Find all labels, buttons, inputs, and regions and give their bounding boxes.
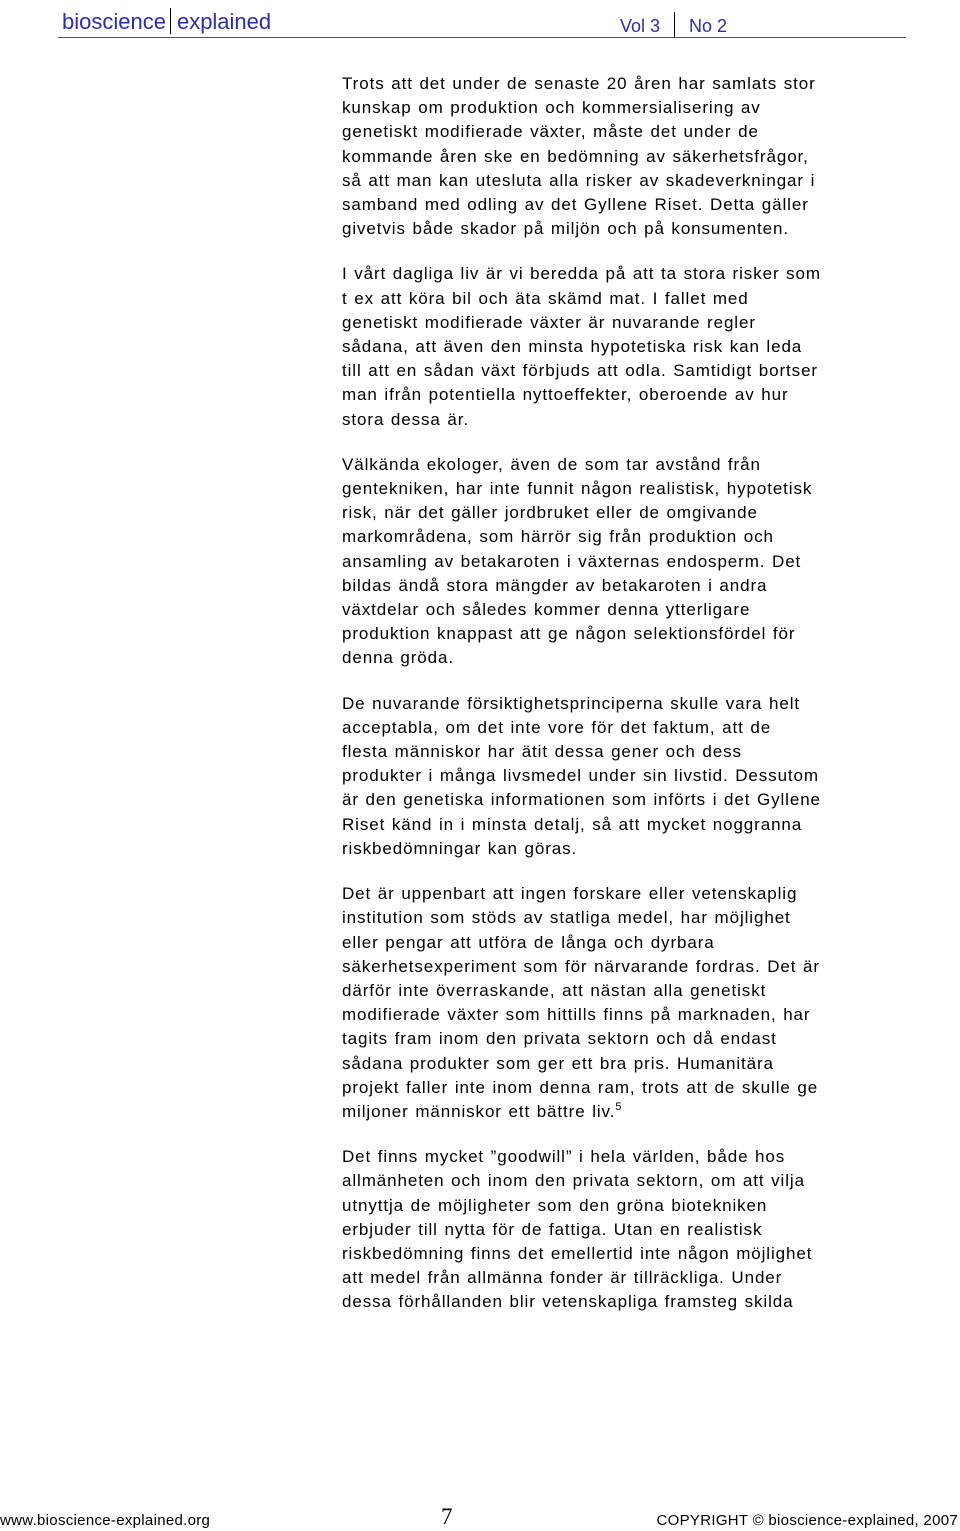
article-body xyxy=(342,72,822,1336)
paragraph-5 xyxy=(342,882,822,1124)
footnote-reference[interactable]: 5 xyxy=(615,1100,623,1113)
paragraph-3: Välkända ekologer, även de som tar avstånd från gentekniken, har inte funnit någon realistisk, hypotetisk risk, när det gäller jordbruket eller de omgivande markområdena, som härrör sig från produktion och ansamling av betakaroten i växternas endosperm. Det bildas ändå stora mängder av betakaroten i andra växtdelar och således kommer denna ytterligare produktion knappast att ge någon selektionsfördel för denna gröda. xyxy=(342,454,813,668)
paragraph-4: De nuvarande försiktighetsprinciperna skulle vara helt acceptabla, om det inte vore för det faktum, att de flesta människor har ätit dessa gener och dess produkter i många livsmedel under sin livstid. Dessutom är den genetiska informationen som införts i det Gyllene Riset känd in i minsta detalj, så att mycket noggranna riskbedömningar kan göras. xyxy=(342,693,821,858)
header-rule xyxy=(58,37,906,38)
page-footer xyxy=(0,1500,960,1531)
brand-science: science xyxy=(91,9,166,34)
issue-info xyxy=(620,12,727,38)
page-header xyxy=(0,0,960,40)
brand-divider xyxy=(170,8,171,34)
copyright-notice: COPYRIGHT © bioscience-explained, 2007 xyxy=(656,1512,958,1529)
issue-divider xyxy=(674,12,675,38)
issue-number: No 2 xyxy=(689,16,728,36)
paragraph-6: Det finns mycket ”goodwill” i hela världen, både hos allmänheten och inom den privata sektorn, om att vilja utnyttja de möjligheter som den gröna biotekniken erbjuder till nytta för de fattiga. Utan en realistisk riskbedömning finns det emellertid inte någon möjlighet att medel från allmänna fonder är tillräckliga. Under dessa förhållanden blir vetenskapliga framsteg skilda xyxy=(342,1147,813,1312)
paragraph-1: Trots att det under de senaste 20 åren har samlats stor kunskap om produktion och kommersialisering av genetiskt modifierade växter, måste det under de kommande åren ske en bedömning av säkerhetsfrågor, så att man kan utesluta alla risker av skadeverkningar i samband med odling av det Gyllene Riset. Detta gäller givetvis både skador på miljön och på konsumenten. xyxy=(342,74,816,239)
paragraph-2: I vårt dagliga liv är vi beredda på att ta stora risker som t ex att köra bil och äta skämd mat. I fallet med genetiskt modifierade växter är nuvarande regler sådana, att även den minsta hypotetiska risk kan leda till att en sådan växt förbjuds att odla. Samtidigt bortser man ifrån potentiella nyttoeffekter, oberoende av hur stora dessa är. xyxy=(342,264,821,429)
brand-explained: explained xyxy=(176,9,272,34)
paragraph-5-text: Det är uppenbart att ingen forskare eller vetenskaplig institution som stöds av statliga medel, har möjlighet eller pengar att utföra de långa och dyrbara säkerhetsexperiment som för närvarande fordras. Det är därför inte överraskande, att nästan alla genetiskt modifierade växter som hittills finns på marknaden, har tagits fram inom den privata sektorn och då endast sådana produkter som ger ett bra pris. Humanitära projekt faller inte inom denna ram, trots att de skulle ge miljoner människor ett bättre liv. xyxy=(342,884,820,1121)
brand-bio: bio xyxy=(62,9,92,34)
journal-brand xyxy=(62,8,271,35)
page-number: 7 xyxy=(441,1504,453,1529)
volume-label: Vol 3 xyxy=(620,16,661,36)
footer-url-link[interactable]: www.bioscience-explained.org xyxy=(0,1512,211,1529)
